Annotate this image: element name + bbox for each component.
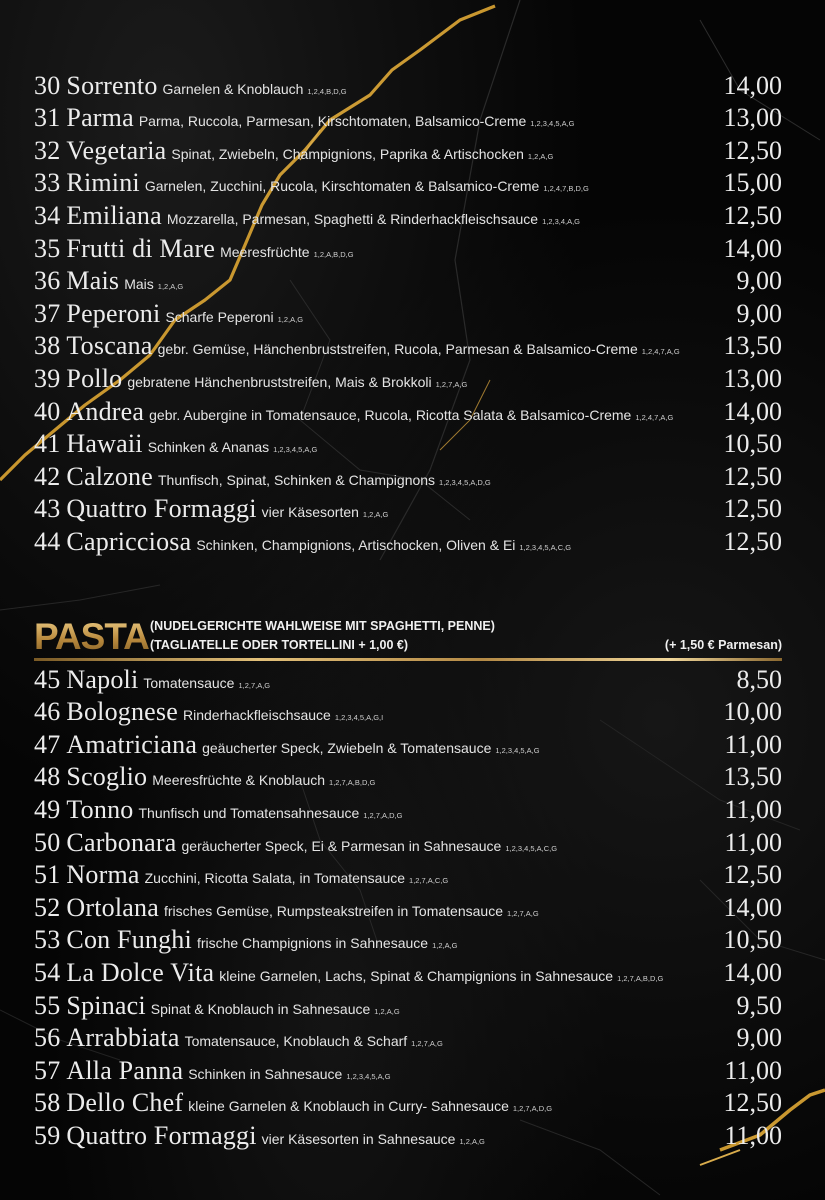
menu-item [34,957,784,994]
dish-price: 10,00 [723,697,782,727]
item-number: 44 [34,526,61,556]
dish-name: Tonno [66,794,134,824]
item-number: 35 [34,233,61,263]
menu-item-text [34,762,375,792]
dish-price: 9,00 [736,1023,782,1053]
menu-item-text [34,397,673,427]
menu-item [34,729,784,766]
menu-item [34,168,784,205]
dish-name: Hawaii [66,429,143,459]
item-number: 34 [34,200,61,230]
dish-price: 8,50 [736,664,782,694]
dish-price: 14,00 [723,957,782,987]
menu-item [34,827,784,864]
dish-description: Scharfe Peperoni [165,308,274,325]
menu-item [34,266,784,303]
menu-item [34,526,784,563]
allergen-codes: 1,2,4,7,A,G [641,347,680,357]
dish-name: Pollo [66,363,123,393]
item-number: 56 [34,1023,61,1053]
dish-description: Schinken in Sahnesauce [188,1065,343,1082]
item-number: 50 [34,827,61,857]
allergen-codes: 1,2,4,B,D,G [307,86,347,96]
menu-item-text [34,1121,485,1151]
menu-item-text [34,665,270,695]
item-number: 52 [34,892,61,922]
dish-description: Garnelen, Zucchini, Rucola, Kirschtomaten & Balsamico-Creme [144,178,540,195]
allergen-codes: 1,2,A,G [157,282,184,292]
menu-item [34,200,784,237]
menu-item-text [34,958,663,988]
menu-item [34,70,784,107]
item-number: 46 [34,697,61,727]
dish-name: Rimini [66,168,140,198]
item-number: 45 [34,664,61,694]
menu-item-text [34,795,402,825]
item-number: 37 [34,298,61,328]
dish-price: 15,00 [723,168,782,198]
menu-item [34,396,784,433]
dish-price: 14,00 [723,70,782,100]
dish-description: Garnelen & Knoblauch [162,80,304,97]
menu-item [34,298,784,335]
dish-description: vier Käsesorten in Sahnesauce [261,1130,456,1147]
dish-price: 14,00 [723,892,782,922]
menu-item-text [34,828,557,858]
dish-description: Tomatensauce, Knoblauch & Scharf [184,1033,408,1050]
menu-item [34,762,784,799]
allergen-codes: 1,2,4,7,B,D,G [543,184,589,194]
allergen-codes: 1,2,7,A,B,D,G [329,778,376,788]
menu-item [34,461,784,498]
dish-name: Carbonara [66,827,177,857]
dish-description: Thunfisch und Tomatensahnesauce [138,804,360,821]
pizza-list [34,70,784,563]
item-number: 51 [34,860,61,890]
menu-item [34,103,784,140]
menu-item [34,363,784,400]
allergen-codes: 1,2,3,4,5,A,G [273,445,318,455]
menu-item-text [34,234,354,264]
dish-name: Andrea [66,396,145,426]
dish-price: 12,50 [723,135,782,165]
dish-name: Napoli [66,664,139,694]
item-number: 39 [34,363,61,393]
dish-name: Scoglio [66,762,148,792]
dish-description: Mozzarella, Parmesan, Spaghetti & Rinderhackfleischsauce [166,210,539,227]
item-number: 53 [34,925,61,955]
dish-description: Zucchini, Ricotta Salata, in Tomatensauce [144,870,406,887]
dish-price: 14,00 [723,233,782,263]
allergen-codes: 1,2,A,G [362,510,389,520]
dish-name: Alla Panna [66,1055,184,1085]
item-number: 36 [34,266,61,296]
menu-item [34,697,784,734]
dish-description: Parma, Ruccola, Parmesan, Kirschtomaten, Balsamico-Creme [138,113,527,130]
dish-price: 12,50 [723,526,782,556]
dish-name: Emiliana [66,200,162,230]
dish-price: 13,00 [723,103,782,133]
menu-item-text [34,364,467,394]
item-number: 33 [34,168,61,198]
menu-item-text [34,462,491,492]
dish-name: La Dolce Vita [66,957,215,987]
menu-item [34,429,784,466]
menu-item-text [34,103,575,133]
menu-item-text [34,71,347,101]
dish-description: kleine Garnelen & Knoblauch in Curry- Sahnesauce [188,1098,509,1115]
dish-price: 12,50 [723,1088,782,1118]
menu-item [34,331,784,368]
item-number: 30 [34,70,61,100]
menu-item [34,1023,784,1060]
dish-price: 13,00 [723,363,782,393]
dish-name: Calzone [66,461,153,491]
dish-price: 10,50 [723,925,782,955]
dish-price: 9,00 [736,298,782,328]
menu-item [34,925,784,962]
dish-name: Spinaci [66,990,146,1020]
dish-description: Meeresfrüchte [220,243,310,260]
item-number: 57 [34,1055,61,1085]
dish-description: Schinken & Ananas [147,439,270,456]
allergen-codes: 1,2,7,A,G [506,908,539,918]
gold-divider [34,658,782,661]
dish-description: Mais [124,276,154,293]
menu-item-text [34,893,539,923]
menu-item-text [34,1023,443,1053]
menu-item [34,1088,784,1125]
allergen-codes: 1,2,3,4,5,A,G [495,745,540,755]
dish-price: 11,00 [724,729,782,759]
dish-description: vier Käsesorten [261,504,359,521]
item-number: 40 [34,396,61,426]
item-number: 55 [34,990,61,1020]
allergen-codes: 1,2,3,4,5,A,G [530,119,575,129]
allergen-codes: 1,2,7,A,G [435,379,468,389]
menu-item-text [34,1056,391,1086]
pasta-list [34,664,784,1157]
item-number: 54 [34,957,61,987]
menu-item [34,1120,784,1157]
dish-name: Quattro Formaggi [66,1120,257,1150]
pasta-header [34,614,782,664]
item-number: 41 [34,429,61,459]
allergen-codes: 1,2,A,G [527,151,554,161]
allergen-codes: 1,2,A,G [374,1006,400,1016]
dish-name: Toscana [66,331,153,361]
dish-name: Vegetaria [66,135,167,165]
menu-item-text [34,494,388,524]
dish-price: 13,50 [723,762,782,792]
dish-description: Meeresfrüchte & Knoblauch [152,772,326,789]
dish-description: gebratene Hänchenbruststreifen, Mais & Brokkoli [127,373,432,390]
item-number: 49 [34,794,61,824]
dish-price: 11,00 [724,1120,782,1150]
menu-item [34,233,784,270]
menu-item [34,860,784,897]
dish-price: 11,00 [724,794,782,824]
menu-item-text [34,991,400,1021]
menu-item [34,892,784,929]
menu-item-text [34,201,580,231]
dish-name: Dello Chef [66,1088,184,1118]
menu-item-text [34,429,317,459]
item-number: 32 [34,135,61,165]
allergen-codes: 1,2,7,A,D,G [363,810,403,820]
allergen-codes: 1,2,A,G [432,941,458,951]
allergen-codes: 1,2,7,A,D,G [512,1104,553,1114]
parmesan-note: (+ 1,50 € Parmesan) [664,638,782,652]
menu-item-text [34,860,448,890]
allergen-codes: 1,2,A,B,D,G [313,249,354,259]
item-number: 59 [34,1120,61,1150]
dish-name: Mais [66,266,120,296]
dish-description: Rinderhackfleischsauce [182,707,331,724]
menu-item-text [34,299,303,329]
menu-item-text [34,266,183,296]
dish-description: Thunfisch, Spinat, Schinken & Champignons [158,471,436,488]
menu-item-text [34,925,458,955]
item-number: 48 [34,762,61,792]
dish-name: Frutti di Mare [66,233,216,263]
menu-item-text [34,730,540,760]
allergen-codes: 1,2,7,A,C,G [409,876,449,886]
dish-name: Ortolana [66,892,159,922]
allergen-codes: 1,2,3,4,A,G [542,216,581,226]
item-number: 47 [34,729,61,759]
dish-description: geräucherter Speck, Ei & Parmesan in Sahnesauce [181,837,502,854]
allergen-codes: 1,2,3,4,5,A,D,G [439,477,491,487]
dish-description: kleine Garnelen, Lachs, Spinat & Champignions in Sahnesauce [219,967,614,984]
dish-price: 11,00 [724,827,782,857]
pasta-note-line2: (TAGLIATELLE ODER TORTELLINI + 1,00 €) [150,638,409,652]
dish-price: 14,00 [723,396,782,426]
dish-name: Quattro Formaggi [66,494,257,524]
pasta-note-line1: (NUDELGERICHTE WAHLWEISE MIT SPAGHETTI, PENNE) [150,619,495,633]
allergen-codes: 1,2,7,A,B,D,G [617,973,664,983]
dish-description: gebr. Gemüse, Hänchenbruststreifen, Rucola, Parmesan & Balsamico-Creme [157,341,638,358]
dish-description: geäucherter Speck, Zwiebeln & Tomatensauce [202,739,492,756]
item-number: 31 [34,103,61,133]
dish-price: 11,00 [724,1055,782,1085]
menu-item [34,794,784,831]
dish-name: Norma [66,860,140,890]
menu-item-text [34,527,571,557]
allergen-codes: 1,2,A,G [459,1136,485,1146]
menu-item-text [34,1088,552,1118]
dish-name: Bolognese [66,697,178,727]
dish-description: gebr. Aubergine in Tomatensauce, Rucola, Ricotta Salata & Balsamico-Creme [149,406,632,423]
item-number: 58 [34,1088,61,1118]
pasta-title: PASTA [34,616,149,657]
allergen-codes: 1,2,3,4,5,A,C,G [519,542,572,552]
menu-item-text [34,168,589,198]
dish-price: 12,50 [723,494,782,524]
dish-price: 12,50 [723,200,782,230]
menu-item [34,990,784,1027]
allergen-codes: 1,2,4,7,A,G [635,412,674,422]
dish-price: 12,50 [723,860,782,890]
dish-name: Parma [66,103,134,133]
dish-description: Spinat & Knoblauch in Sahnesauce [150,1000,371,1017]
dish-name: Sorrento [66,70,158,100]
item-number: 42 [34,461,61,491]
item-number: 38 [34,331,61,361]
dish-name: Capricciosa [66,526,192,556]
dish-name: Peperoni [66,298,161,328]
menu-item [34,1055,784,1092]
dish-description: frische Champignions in Sahnesauce [196,935,429,952]
allergen-codes: 1,2,7,A,G [238,680,271,690]
dish-price: 13,50 [723,331,782,361]
dish-description: Tomatensauce [143,674,235,691]
allergen-codes: 1,2,3,4,5,A,G,I [334,713,384,723]
menu-item [34,135,784,172]
item-number: 43 [34,494,61,524]
menu-item-text [34,697,383,727]
dish-name: Con Funghi [66,925,192,955]
allergen-codes: 1,2,3,4,5,A,G [346,1071,391,1081]
menu-item [34,494,784,531]
dish-description: frisches Gemüse, Rumpsteakstreifen in Tomatensauce [163,902,503,919]
allergen-codes: 1,2,3,4,5,A,C,G [505,843,558,853]
dish-price: 10,50 [723,429,782,459]
dish-price: 9,50 [736,990,782,1020]
allergen-codes: 1,2,A,G [277,314,304,324]
dish-description: Schinken, Champignions, Artischocken, Oliven & Ei [196,536,516,553]
allergen-codes: 1,2,7,A,G [411,1039,443,1049]
menu-item-text [34,331,680,361]
dish-price: 12,50 [723,461,782,491]
dish-name: Arrabbiata [66,1023,180,1053]
menu-item [34,664,784,701]
dish-description: Spinat, Zwiebeln, Champignions, Paprika & Artischocken [171,145,524,162]
menu-item-text [34,136,553,166]
dish-price: 9,00 [736,266,782,296]
dish-name: Amatriciana [66,729,198,759]
